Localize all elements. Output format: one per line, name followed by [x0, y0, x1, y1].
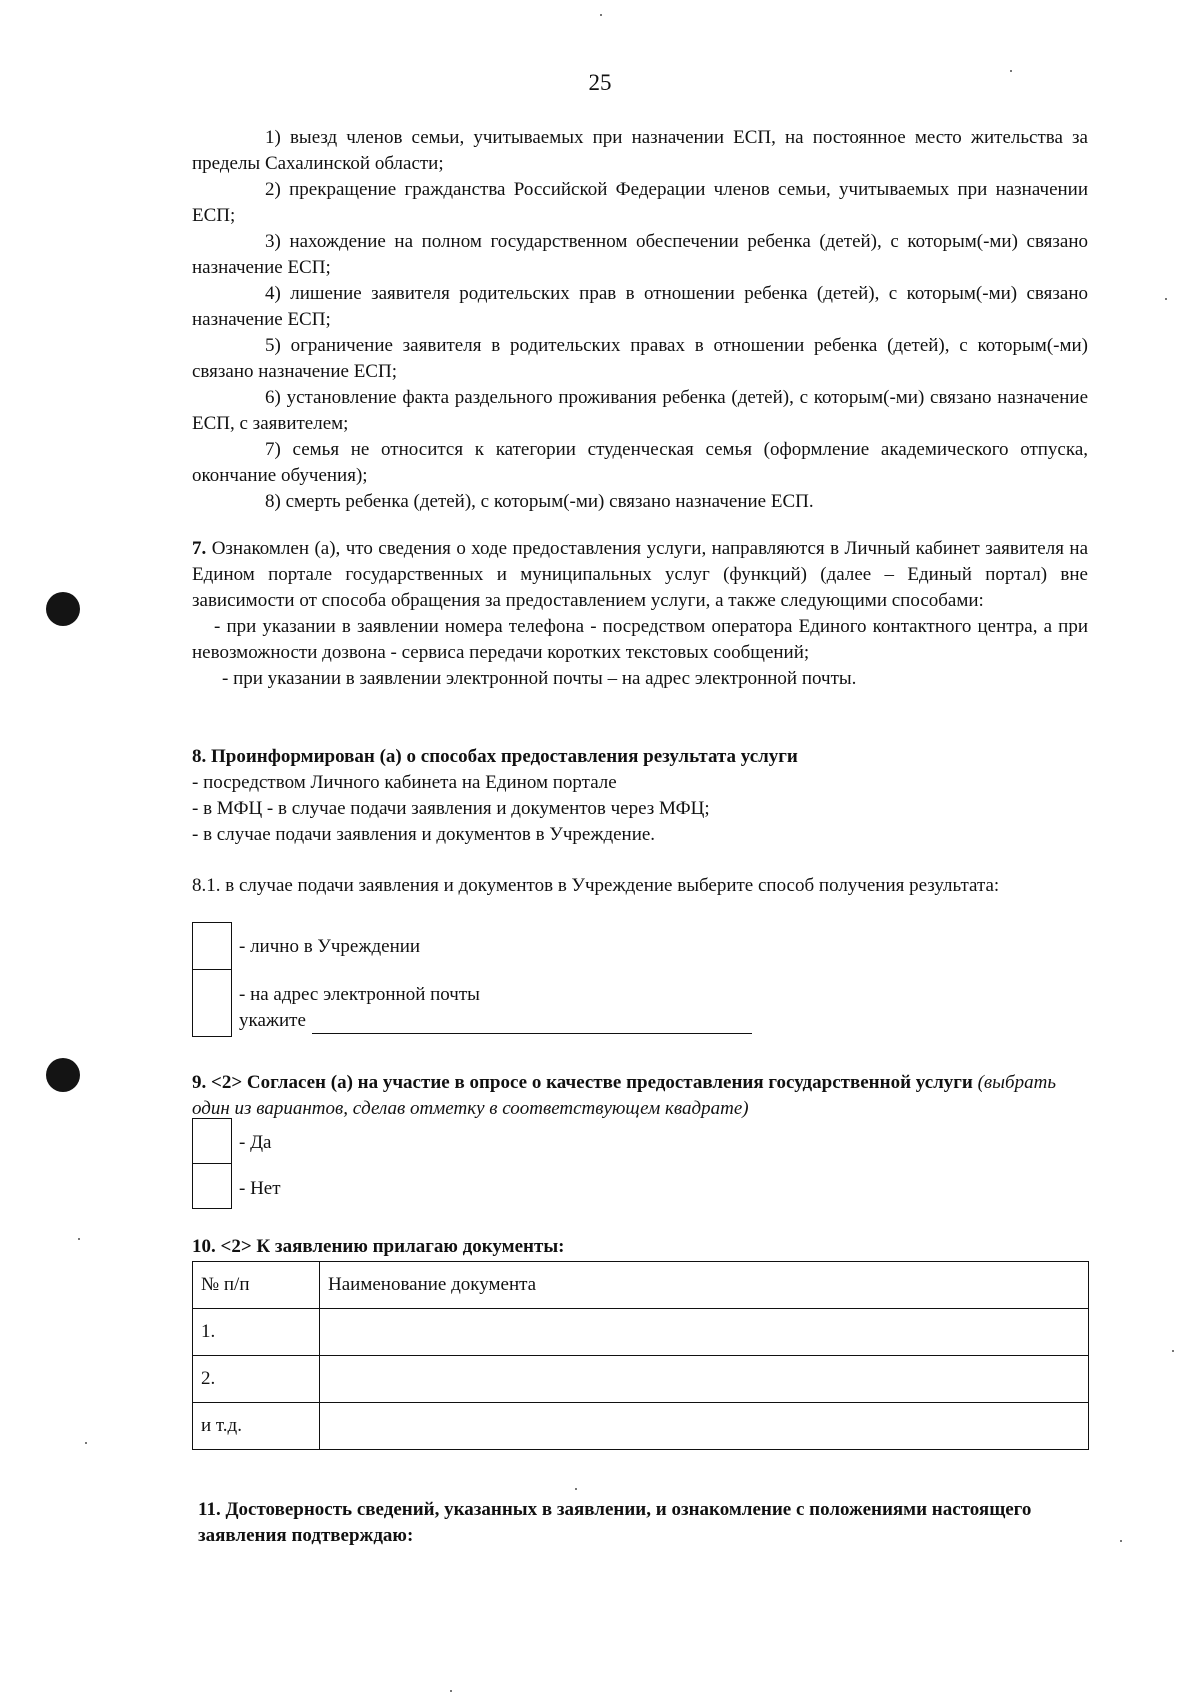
survey-no-label: - Нет	[239, 1178, 281, 1199]
list-item: - посредством Личного кабинета на Едином портале	[192, 772, 617, 793]
section-10-title: 10. <2> К заявлению прилагаю документы:	[192, 1236, 565, 1257]
specify-label: укажите	[239, 1010, 306, 1031]
section-9	[192, 1070, 1088, 1122]
section-8-title: 8. Проинформирован (а) о способах предоставления результата услуги	[192, 746, 798, 767]
section-7-item-email: - при указании в заявлении электронной почты – на адрес электронной почты.	[222, 668, 857, 689]
specify-email-row	[239, 1008, 752, 1034]
list-item: - в случае подачи заявления и документов в Учреждение.	[192, 824, 656, 845]
table-row	[193, 1403, 1089, 1450]
section-8-1	[192, 873, 1088, 899]
binder-hole-top	[46, 592, 80, 626]
checkbox-in-person[interactable]	[192, 922, 232, 970]
list-item: 5) ограничение заявителя в родительских правах в отношении ребенка (детей), с которым(-ми) связано назначение ЕСП;	[192, 335, 1089, 382]
documents-table	[192, 1261, 1089, 1450]
section-11: 11. Достоверность сведений, указанных в заявлении, и ознакомление с положениями настоящего заявления подтверждаю:	[198, 1499, 1032, 1546]
list-item: 2) прекращение гражданства Российской Федерации членов семьи, учитываемых при назначении ЕСП;	[192, 179, 1089, 226]
row-number: 1.	[193, 1309, 320, 1356]
checkbox-email[interactable]	[192, 969, 232, 1037]
section-8	[192, 744, 1088, 848]
list-item: 8) смерть ребенка (детей), с которым(-ми) связано назначение ЕСП.	[265, 491, 814, 512]
document-name-cell[interactable]	[320, 1403, 1089, 1450]
page-number: 25	[588, 70, 612, 95]
email-input-line[interactable]	[312, 1011, 752, 1034]
list-item: 6) установление факта раздельного проживания ребенка (детей), с которым(-ми) связано назначение ЕСП, с заявителем;	[192, 387, 1089, 434]
checkbox-survey-yes[interactable]	[192, 1118, 232, 1164]
section-7-item-phone: - при указании в заявлении номера телефона - посредством оператора Единого контактного центра, а при невозможности дозвона - сервиса передачи коротких текстовых сообщений;	[192, 616, 1088, 663]
section-7	[192, 536, 1088, 692]
list-item: - в МФЦ - в случае подачи заявления и документов через МФЦ;	[192, 798, 710, 819]
document-name-cell[interactable]	[320, 1356, 1089, 1403]
checkbox-survey-no[interactable]	[192, 1163, 232, 1209]
table-row	[193, 1309, 1089, 1356]
table-header-row	[193, 1262, 1089, 1309]
row-number: и т.д.	[193, 1403, 320, 1450]
column-header-document-name: Наименование документа	[320, 1262, 1089, 1309]
option-in-person-label: - лично в Учреждении	[239, 936, 421, 957]
list-item: 4) лишение заявителя родительских прав в отношении ребенка (детей), с которым(-ми) связано назначение ЕСП;	[192, 283, 1089, 330]
document-name-cell[interactable]	[320, 1309, 1089, 1356]
list-item: 1) выезд членов семьи, учитываемых при назначении ЕСП, на постоянное место жительства за пределы Сахалинской области;	[192, 127, 1088, 174]
row-number: 2.	[193, 1356, 320, 1403]
table-row	[193, 1356, 1089, 1403]
option-email-label: - на адрес электронной почты	[239, 984, 480, 1005]
section-7-text: 7. Ознакомлен (а), что сведения о ходе предоставления услуги, направляются в Личный кабинет заявителя на Едином портале государственных и муниципальных услуг (функций) (далее – Единый портал) вне зависимости от способа обращения за предоставлением услуги, а также следующими способами:	[192, 538, 1088, 611]
column-header-number: № п/п	[193, 1262, 320, 1309]
binder-hole-bottom	[46, 1058, 80, 1092]
list-item: 7) семья не относится к категории студенческая семья (оформление академического отпуска, окончание обучения);	[192, 439, 1088, 486]
survey-yes-label: - Да	[239, 1132, 272, 1153]
section-9-title: 9. <2> Согласен (а) на участие в опросе о качестве предоставления государственной услуги (выбрать один из вариантов, сделав отметку в соответствующем квадрате)	[192, 1072, 1056, 1119]
section-8-1-text: 8.1. в случае подачи заявления и документов в Учреждение выберите способ получения результата:	[192, 875, 1000, 896]
termination-grounds-list	[192, 125, 1088, 515]
list-item: 3) нахождение на полном государственном обеспечении ребенка (детей), с которым(-ми) связано назначение ЕСП;	[192, 231, 1089, 278]
